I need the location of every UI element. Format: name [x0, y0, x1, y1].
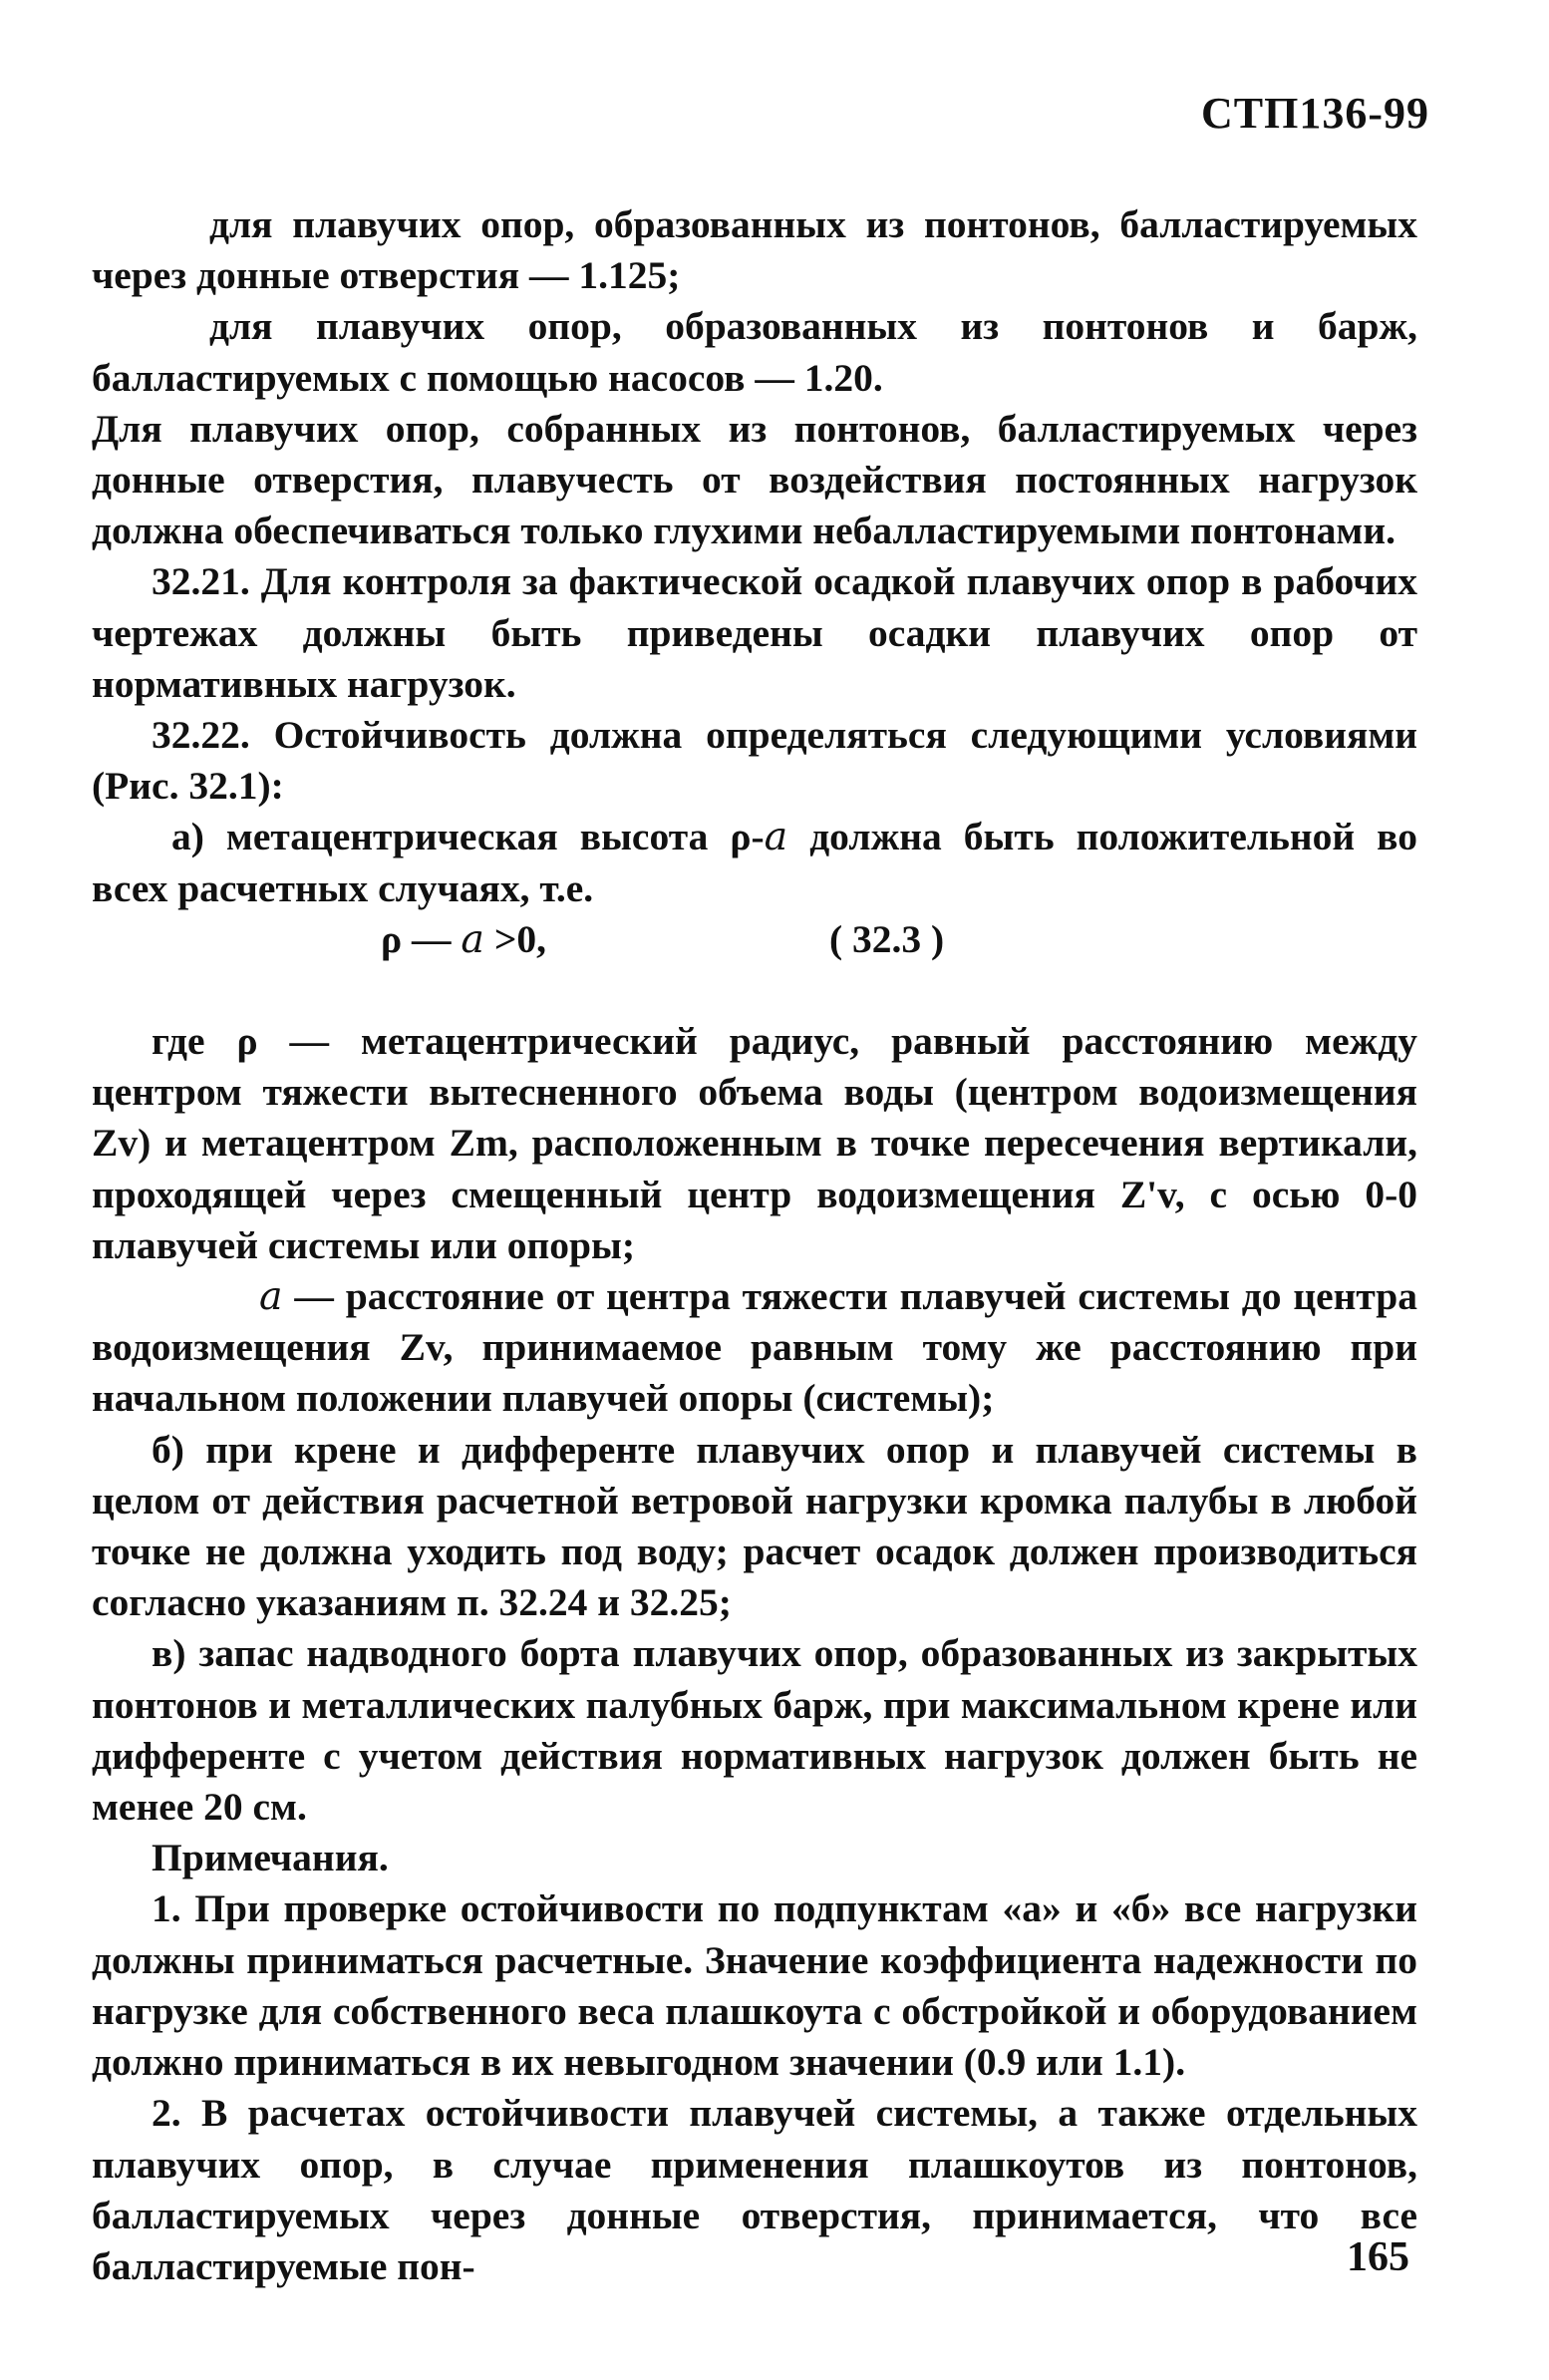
condition-a-text-start: а) метацентрическая высота ρ-: [171, 815, 765, 859]
formula-32-3: [92, 914, 1417, 965]
paragraph-floating-supports-pumps: для плавучих опор, образованных из понтонов и барж, балластируемых с помощью насосов — 1.20.: [92, 304, 1417, 400]
condition-a-text-end: должна быть положительной во всех расчетных случаях, т.е.: [92, 815, 1417, 910]
paragraph-32-21: 32.21. Для контроля за фактической осадкой плавучих опор в рабочих чертежах должны быть приведены осадки плавучих опор от нормативных нагрузок.: [92, 559, 1417, 706]
document-body: [92, 199, 1417, 2292]
note-2: 2. В расчетах остойчивости плавучей системы, а также отдельных плавучих опор, в случае применения плашкоутов из понтонов, балластируемых через донные отверстия, принимается, что все балластируемые пон-: [92, 2091, 1417, 2288]
paragraph-condition-b: б) при крене и дифференте плавучих опор и плавучей системы в целом от действия расчетной ветровой нагрузки кромка палубы в любой точке не должна уходить под воду; расчет осадок должен производиться согласно указаниям п. 32.24 и 32.25;: [92, 1427, 1417, 1625]
page-number: 165: [1347, 2234, 1409, 2280]
paragraph-floating-supports-bottom-openings: для плавучих опор, образованных из понтонов, балластируемых через донные отверстия — 1.125;: [92, 202, 1417, 298]
paragraph-32-22: 32.22. Остойчивость должна определяться следующими условиями (Рис. 32.1):: [92, 713, 1417, 809]
formula-right: >0,: [483, 916, 546, 961]
document-code: СТП136-99: [1201, 89, 1429, 138]
formula-variable: a: [461, 915, 484, 962]
a-definition-text: — расстояние от центра тяжести плавучей системы до центра водоизмещения Zv, принимаемое равным тому же расстоянию при начальном положении плавучей опоры (системы);: [92, 1274, 1417, 1421]
paragraph-buoyancy: Для плавучих опор, собранных из понтонов, балластируемых через донные отверстия, плавучесть от воздействия постоянных нагрузок должна обеспечиваться только глухими небалластируемыми понтонами.: [92, 406, 1417, 553]
notes-title: Примечания.: [152, 1836, 389, 1880]
formula-left: ρ —: [381, 916, 462, 961]
variable-a-definition: a: [259, 1273, 283, 1320]
paragraph-rho-definition: где ρ — метацентрический радиус, равный расстоянию между центром тяжести вытесненного объема воды (центром водоизмещения Zv) и метацентром Zm, расположенным в точке пересечения вертикали, проходящей через смещенный центр водоизмещения Z'v, с осью 0-0 плавучей системы или опоры;: [92, 1019, 1417, 1267]
paragraph-condition-v: в) запас надводного борта плавучих опор, образованных из закрытых понтонов и металлических палубных барж, при максимальном крене или дифференте с учетом действия нормативных нагрузок должен быть не менее 20 см.: [92, 1631, 1417, 1830]
paragraph-a-definition: [92, 1271, 1417, 1425]
variable-a: a: [764, 814, 788, 860]
formula-number: ( 32.3 ): [829, 916, 945, 961]
paragraph-condition-a: [92, 812, 1417, 913]
formula-expression: [381, 914, 546, 965]
note-1: 1. При проверке остойчивости по подпунктам «а» и «б» все нагрузки должны приниматься расчетные. Значение коэффициента надежности по нагрузке для собственного веса плашкоута с обстройкой и оборудованием должно приниматься в их невыгодном значении (0.9 или 1.1).: [92, 1886, 1417, 2085]
